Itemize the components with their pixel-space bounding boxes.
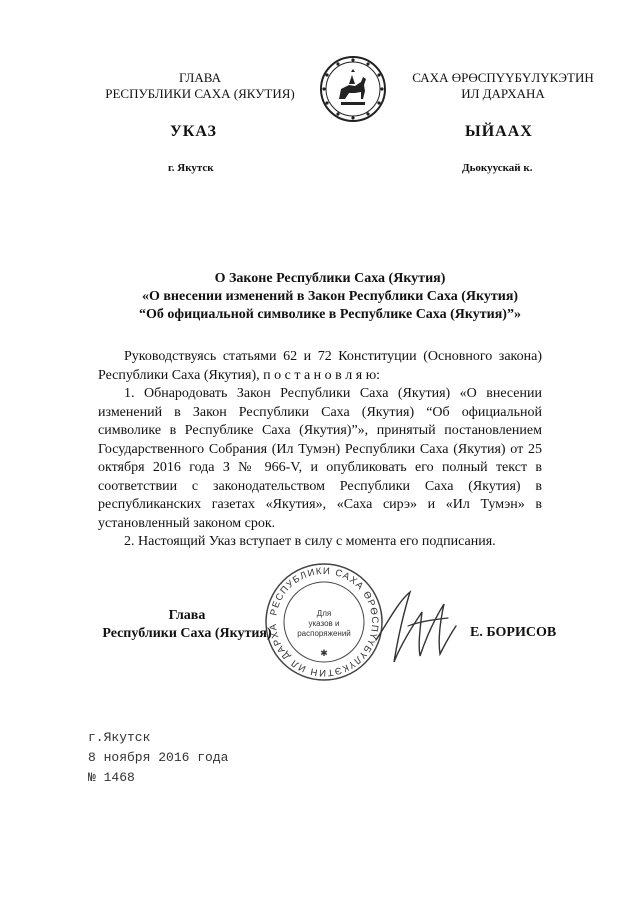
decree-title-right: ЫЙААХ	[465, 123, 533, 140]
stamp-inner-line2: указов и	[308, 619, 340, 628]
decree-city-right: Дьокуускай к.	[462, 162, 533, 174]
body-item-1: 1. Обнародовать Закон Республики Саха (Якутия) «О внесении изменений в Закон Республики Саха (Якутия) “Об официальной символике в Республике Саха (Якутия)”», принятый постановлением Государственного Собрания (Ил Тумэн) Республики Саха (Якутия) от 25 октября 2016 года З № 966-V, и опубликовать его полный текст в соответствии с законодательством Республики Саха (Якутия) в республиканских газетах «Якутия», «Саха сирэ» и «Ил Тумэн» в установленный законом срок.	[98, 386, 542, 531]
header-right-line1: САХА ӨРӨСПҮҮБҮЛҮКЭТИН	[412, 70, 594, 85]
registration-number: № 1468	[88, 770, 135, 785]
stamp-inner-line3: распоряжений	[297, 629, 351, 638]
header-left-line2: РЕСПУБЛИКИ САХА (ЯКУТИЯ)	[105, 86, 295, 101]
registration-city: г.Якутск	[88, 730, 151, 745]
title-line2: «О внесении изменений в Закон Республики Саха (Якутия)	[141, 289, 519, 304]
registration-block	[88, 728, 228, 788]
header-left-block	[90, 70, 310, 102]
stamp-outer-text: РЕСПУБЛИКИ САХА ӨРӨСПҮҮБҮЛҮКЭТИН ИЛ ДАРХА	[267, 565, 381, 679]
signatory-name: Е. БОРИСОВ	[470, 625, 557, 640]
decree-body	[98, 348, 542, 552]
title-line1: О Законе Республики Саха (Якутия)	[214, 271, 446, 286]
signatory-position	[92, 607, 282, 643]
header-right-block	[398, 70, 608, 102]
header-right-line2: ИЛ ДАРХАНА	[461, 86, 545, 101]
decree-city-left: г. Якутск	[168, 162, 214, 174]
body-intro: Руководствуясь статьями 62 и 72 Конституции (Основного закона) Республики Саха (Якутия), п о с т а н о в л я ю:	[98, 349, 542, 383]
svg-text:✱: ✱	[320, 648, 328, 658]
stamp-inner-line1: Для	[316, 609, 332, 618]
signatory-position-line2: Республики Саха (Якутия)	[102, 626, 272, 641]
header-left-line1: ГЛАВА	[179, 70, 221, 85]
title-line3: “Об официальной символике в Республике Саха (Якутия)”»	[139, 307, 521, 322]
handwritten-signature	[368, 582, 458, 672]
coat-of-arms-icon	[319, 55, 387, 123]
decree-subject-title	[60, 270, 600, 324]
body-item-2: 2. Настоящий Указ вступает в силу с момента его подписания.	[124, 534, 496, 549]
decree-title-left: УКАЗ	[170, 123, 217, 140]
registration-date: 8 ноября 2016 года	[88, 750, 229, 765]
signatory-position-line1: Глава	[168, 608, 206, 623]
